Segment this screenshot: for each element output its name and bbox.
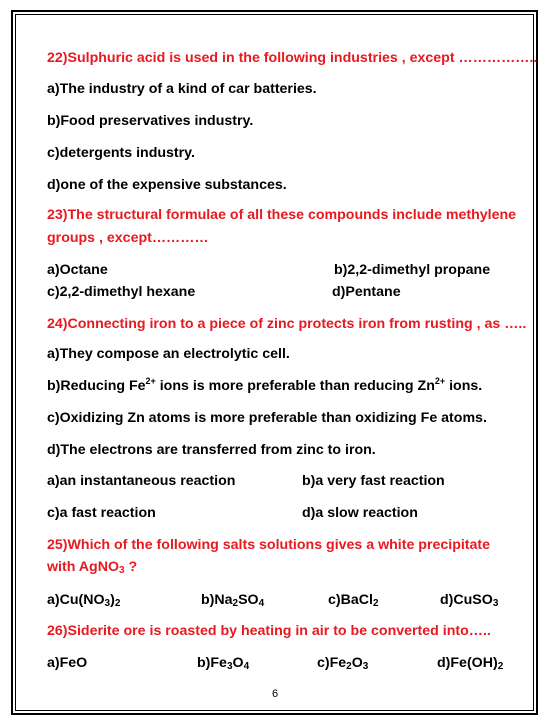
question-25-line2: with AgNO$_3$ ? (47, 559, 138, 576)
q22-option-d: d)one of the expensive substances. (47, 177, 287, 193)
q24-option-a: a)They compose an electrolytic cell. (47, 346, 290, 362)
question-24: 24)Connecting iron to a piece of zinc protects iron from rusting , as ….. (47, 316, 527, 332)
q22-option-a: a)The industry of a kind of car batteries. (47, 81, 317, 97)
question-25-line1: 25)Which of the following salts solutions gives a white precipitate (47, 537, 491, 553)
q25-option-d: d)CuSO$_3$ (440, 592, 499, 609)
extra-option-a: a)an instantaneous reaction (47, 473, 236, 489)
q23-option-d: d)Pentane (332, 284, 401, 300)
page-number: 6 (271, 688, 279, 700)
question-23-line1: 23)The structural formulae of all these compounds include methylene (47, 207, 517, 223)
q26-option-c: $c)Fe_2O_3$ (317, 655, 369, 672)
q24-option-b: b)Reducing $Fe^{2+}$ ions is more preferable than reducing $Zn^{2+}$ ions. (47, 376, 483, 394)
question-26: 26)Siderite ore is roasted by heating in air to be converted into….. (47, 623, 491, 639)
q25-option-a: $a)Cu(NO_3)_2$ (47, 592, 121, 609)
q25-option-c: c)BaCl$_2$ (328, 592, 379, 609)
q26-option-b: $b)Fe_3O_4$ (197, 655, 250, 672)
extra-option-c: c)a fast reaction (47, 505, 156, 521)
q26-option-d: $d)Fe(OH)_2$ (437, 655, 504, 672)
q23-option-a: a)Octane (47, 262, 108, 278)
q22-option-c: c)detergents industry. (47, 145, 195, 161)
q23-option-b: b)2,2-dimethyl propane (334, 262, 491, 278)
q26-option-a: a)FeO (47, 655, 88, 671)
q24-option-c: c)Oxidizing Zn atoms is more preferable than oxidizing Fe atoms. (47, 410, 487, 426)
q23-option-c: c)2,2-dimethyl hexane (47, 284, 196, 300)
extra-option-b: b)a very fast reaction (302, 473, 445, 489)
extra-option-d: d)a slow reaction (302, 505, 418, 521)
q24-option-d: d)The electrons are transferred from zinc to iron. (47, 442, 376, 458)
question-23-line2: groups , except………… (47, 230, 209, 246)
q22-option-b: b)Food preservatives industry. (47, 113, 254, 129)
question-22: 22)Sulphuric acid is used in the following industries , except …………….. (47, 50, 538, 66)
q25-option-b: $b)Na_2SO_4$ (201, 592, 265, 609)
